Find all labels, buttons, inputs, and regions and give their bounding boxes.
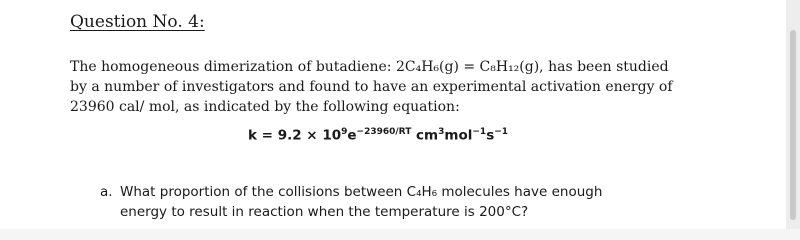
question-letter: a.	[100, 184, 113, 200]
rate-equation	[248, 127, 508, 144]
question-line-2: energy to result in reaction when the temperature is 200°C?	[120, 204, 529, 220]
vertical-scrollbar[interactable]	[786, 0, 800, 229]
equation-units-s-exp: −1	[494, 127, 509, 137]
problem-statement	[70, 57, 690, 117]
statement-line-3: 23960 cal/ mol, as indicated by the following equation:	[70, 99, 460, 115]
equation-units-cm: cm	[411, 127, 439, 144]
equation-e: e	[347, 127, 357, 144]
equation-units-mol-exp: −1	[472, 127, 487, 137]
statement-line-1: The homogeneous dimerization of butadiene: 2C₄H₆(g) = C₈H₁₂(g), has been studied	[70, 59, 669, 75]
equation-lhs: k = 9.2 × 10	[248, 127, 342, 144]
question-heading: Question No. 4:	[70, 12, 205, 32]
equation-units-s: s	[486, 127, 495, 144]
equation-power-of-ten: 9	[341, 127, 348, 137]
scrollbar-thumb[interactable]	[790, 30, 796, 220]
equation-exponent: −23960/RT	[356, 127, 412, 137]
equation-units-cm-exp: 3	[438, 127, 445, 137]
question-line-1: What proportion of the collisions between C₄H₆ molecules have enough	[120, 184, 603, 200]
equation-units-mol: mol	[444, 127, 473, 144]
statement-line-2: by a number of investigators and found to have an experimental activation energy of	[70, 79, 673, 95]
question-part-a	[100, 182, 720, 222]
